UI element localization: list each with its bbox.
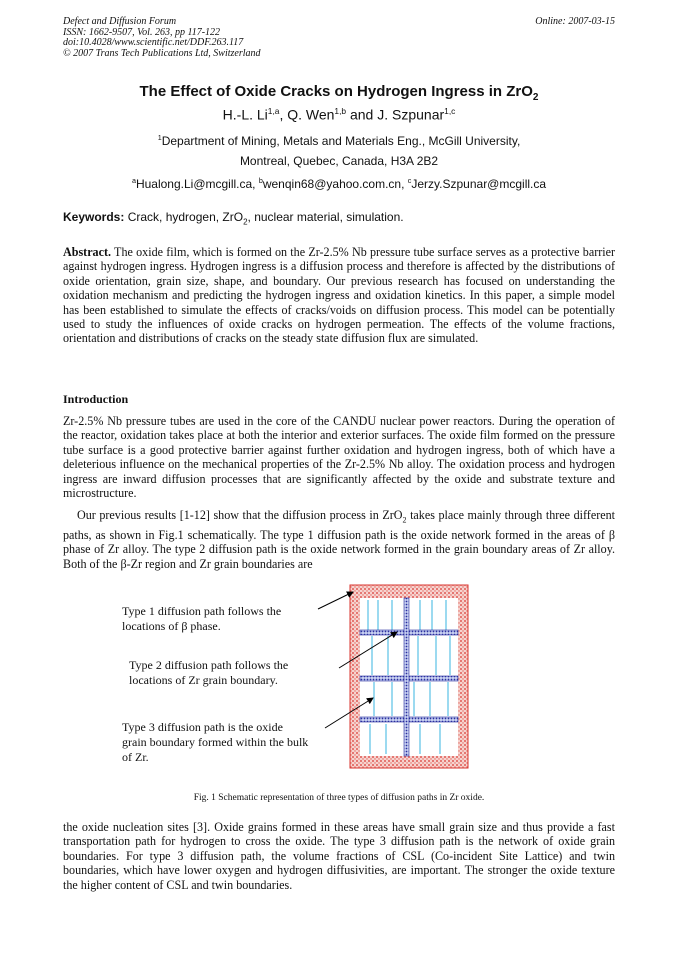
- author-name: H.-L. Li: [222, 106, 268, 123]
- online-date: Online: 2007-03-15: [535, 16, 615, 27]
- keywords-label: Keywords:: [63, 210, 125, 224]
- affiliation-line-2: Montreal, Quebec, Canada, H3A 2B2: [239, 154, 439, 168]
- paper-title: The Effect of Oxide Cracks on Hydrogen Ingress in ZrO$_2$: [139, 83, 539, 103]
- figure-label-type2: Type 2 diffusion path follows the locations of Zr grain boundary.: [129, 658, 289, 687]
- abstract-label: Abstract.: [63, 245, 112, 259]
- keywords: Keywords: Crack, hydrogen, ZrO$_2$, nuclear material, simulation.: [63, 210, 404, 227]
- copyright-line: © 2007 Trans Tech Publications Ltd, Switzerland: [63, 47, 261, 59]
- affiliation-line-1: $^1$Department of Mining, Metals and Materials Eng., McGill University,: [157, 133, 521, 148]
- author-name: J. Szpunar: [377, 106, 445, 123]
- author-name: Q. Wen: [287, 106, 335, 123]
- figure-label-type1: Type 1 diffusion path follows the locations of β phase.: [122, 604, 282, 633]
- continuation-paragraph: the oxide nucleation sites [3]. Oxide grains formed in these areas have small grain size and thus provide a fast transportation path for hydrogen to cross the oxide. The type 3 diffusion path is the network of oxide grain boundaries. For type 3 diffusion path, the volume fractions of CSL (Co-incident Site Lattice) and twin boundaries, which have lower oxygen and hydrogen diffusivities, are important. The stronger the oxide texture the higher content of CSL and twin boundaries.: [63, 820, 615, 892]
- section-heading: Introduction: [63, 392, 129, 406]
- issn-line: ISSN: 1662-9507, Vol. 263, pp 117-122: [63, 26, 221, 38]
- abstract: Abstract. The oxide film, which is formed on the Zr-2.5% Nb pressure tube surface serves as a protective barrier against hydrogen ingress. Hydrogen ingress is a diffusion process and therefore is affected by the distributions of oxide orientation, grain size, shape, and boundary. Our previous research has focused on understanding the oxidation mechanism and predicting the hydrogen ingress and oxidation kinetics. In this paper, a simple model has been established to simulate the effects of cracks/voids on diffusion process. This model can be potentially used to study the influences of oxide cracks on hydrogen permeation. The effects of the volume fractions, orientation and distributions of cracks on the steady state diffusion flux are simulated.: [63, 245, 615, 346]
- email-line: $^a$Hualong.Li@mcgill.ca, $^b$wenqin68@yahoo.com.cn, $^c$Jerzy.Szpunar@mcgill.ca: [131, 176, 547, 191]
- journal-name: Defect and Diffusion Forum: [63, 16, 177, 27]
- figure-label-type3: Type 3 diffusion path is the oxide grain boundary formed within the bulk of Zr.: [122, 720, 309, 764]
- intro-paragraph-2: Our previous results [1-12] show that the diffusion process in ZrO$_2$ takes place mainly through three different paths, as shown in Fig.1 schematically. The type 1 diffusion path is the oxide network formed in the areas of β phase of Zr alloy. The type 2 diffusion path is the oxide network formed in the grain boundary areas of Zr alloy. Both of the β-Zr region and Zr grain boundaries are: [63, 508, 615, 571]
- intro-paragraph-1: Zr-2.5% Nb pressure tubes are used in the core of the CANDU nuclear power reactors. During the operation of the reactor, oxidation takes place at both the interior and exterior surfaces. The oxide film formed on the pressure tube surface is a good protective barrier against further oxidation and hydrogen ingress, both of which have a deleterious influence on the mechanical properties of the Zr-2.5% Nb alloy. The oxidation process and hydrogen ingress are inward diffusion processes that are significantly affected by the oxide and substrate texture and microstructure.: [63, 414, 615, 501]
- author-list: H.-L. Li$^{1,a}$, Q. Wen$^{1,b}$ and J. Szpunar$^{1,c}$: [222, 106, 456, 123]
- figure-caption: Fig. 1 Schematic representation of three types of diffusion paths in Zr oxide.: [193, 793, 485, 803]
- doi-line: doi:10.4028/www.scientific.net/DDF.263.117: [63, 37, 244, 48]
